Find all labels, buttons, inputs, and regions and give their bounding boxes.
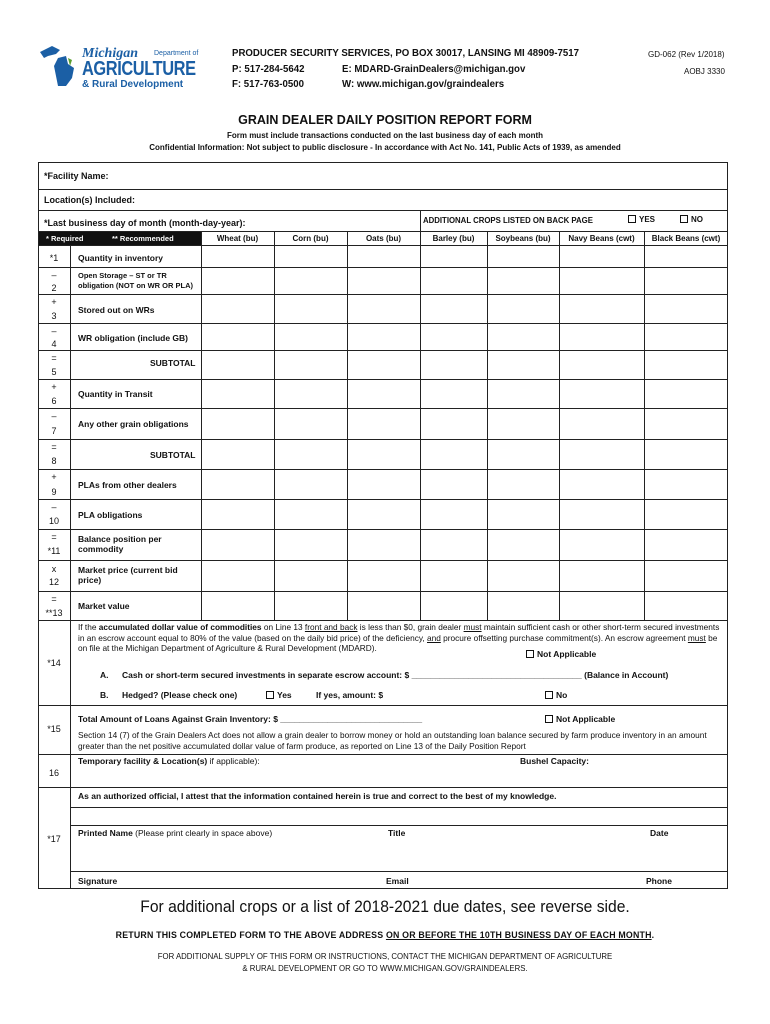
form-subtitle-2: Confidential Information: Not subject to public disclosure - In accordance with Act No. 141, Public Acts of 1939, as amended: [149, 143, 621, 152]
row-11-num: *11: [47, 546, 61, 556]
row-5-op: =: [51, 353, 57, 363]
last-day-field[interactable]: [260, 213, 410, 231]
row-16-num: 16: [48, 768, 59, 778]
row-8-num: 8: [51, 456, 57, 466]
row-17-num: *17: [47, 834, 61, 844]
row-17-attest: As an authorized official, I attest that the information contained herein is true and correct to the best of my knowledge.: [78, 791, 557, 801]
additional-no[interactable]: NO: [680, 215, 703, 224]
form-subtitle-1: Form must include transactions conducted on the last business day of each month: [226, 131, 544, 140]
facility-name-field[interactable]: [140, 166, 720, 186]
row-9-label: PLAs from other dealers: [78, 480, 177, 490]
header-address: PRODUCER SECURITY SERVICES, PO BOX 30017, LANSING MI 48909-7517: [232, 47, 579, 59]
col-wheat: Wheat (bu): [216, 234, 259, 243]
required-label: * Required: [46, 234, 84, 243]
row-15-num: *15: [47, 724, 61, 734]
footer-supply-1: FOR ADDITIONAL SUPPLY OF THIS FORM OR INSTRUCTIONS, CONTACT THE MICHIGAN DEPARTMENT OF AGRICULTURE: [157, 952, 613, 961]
additional-yes[interactable]: YES: [628, 215, 655, 224]
row-13-op: =: [51, 594, 57, 604]
row-15-section: Section 14 (7) of the Grain Dealers Act does not allow a grain dealer to borrow money or hold an outstanding loan balance secured by farm produce inventory in an amount greater than the net positive accumulated dollar value of farm produce, as reported on Line 13 of the Daily Position Report: [78, 730, 707, 751]
form-id: GD-062 (Rev 1/2018): [648, 50, 725, 59]
row-6-num: 6: [51, 396, 57, 406]
michigan-map-icon: [38, 44, 80, 90]
row-7-op: –: [51, 411, 57, 421]
footer-additional: For additional crops or a list of 2018-2021 due dates, see reverse side.: [140, 897, 630, 916]
hedged-no-checkbox[interactable]: [545, 691, 553, 699]
location-field[interactable]: [150, 191, 720, 209]
row-7-label: Any other grain obligations: [78, 419, 189, 429]
row-9-op: +: [51, 472, 57, 482]
col-corn: Corn (bu): [292, 234, 329, 243]
mdard-logo: [38, 44, 206, 92]
row-1-num: *1: [49, 253, 59, 263]
row-6-op: +: [51, 382, 57, 392]
footer-return: RETURN THIS COMPLETED FORM TO THE ABOVE ADDRESS ON OR BEFORE THE 10TH BUSINESS DAY OF EACH MONTH.: [115, 930, 655, 940]
row-15-loans[interactable]: Total Amount of Loans Against Grain Inventory: $ ______________________________: [78, 714, 423, 724]
phone-label: Phone: [646, 876, 672, 886]
row-14-a-text[interactable]: Cash or short-term secured investments in separate escrow account: $ ____________________________________ (Balance in Account): [122, 670, 669, 680]
printed-name-label: Printed Name (Please print clearly in space above): [78, 828, 273, 838]
row-12-label: Market price (current bid price): [78, 565, 178, 585]
signature-label: Signature: [78, 876, 118, 886]
row-8-label: SUBTOTAL: [150, 450, 196, 460]
logo-agriculture: AGRICULTURE: [82, 58, 196, 80]
aobj: AOBJ 3330: [684, 67, 725, 76]
row-14-b-yes[interactable]: Yes: [266, 690, 292, 700]
row-3-op: +: [51, 297, 57, 307]
row-14-na-checkbox[interactable]: [526, 650, 534, 658]
facility-name-label: *Facility Name:: [44, 171, 109, 181]
row-16-bushel: Bushel Capacity:: [520, 756, 589, 766]
row-14-not-applicable[interactable]: Not Applicable: [526, 649, 596, 659]
col-oats: Oats (bu): [365, 234, 402, 243]
row-15-na-checkbox[interactable]: [545, 715, 553, 723]
row-14-a-label: A.: [100, 670, 109, 680]
printed-name-field[interactable]: [75, 809, 715, 824]
row-8-op: =: [51, 442, 57, 452]
row-16-temp: Temporary facility & Location(s) if applicable):: [78, 756, 260, 766]
form-title: GRAIN DEALER DAILY POSITION REPORT FORM: [238, 113, 532, 127]
row-12-op: x: [51, 564, 57, 574]
email-label: Email: [386, 876, 409, 886]
row-12-num: 12: [48, 577, 59, 587]
header-email: E: MDARD-GrainDealers@michigan.gov: [342, 63, 526, 75]
row-14-b-no[interactable]: No: [545, 690, 567, 700]
row-2-label: Open Storage – ST or TR obligation (NOT on WR OR PLA): [78, 271, 193, 290]
header-web: W: www.michigan.gov/graindealers: [342, 78, 505, 90]
row-10-op: –: [51, 502, 57, 512]
col-navy-beans: Navy Beans (cwt): [568, 234, 635, 243]
header-fax: F: 517-763-0500: [232, 78, 304, 90]
col-barley: Barley (bu): [432, 234, 475, 243]
signature-field[interactable]: [75, 842, 715, 870]
row-3-label: Stored out on WRs: [78, 305, 155, 315]
header-phone: P: 517-284-5642: [232, 63, 305, 75]
row-14-num: *14: [47, 658, 61, 668]
row-11-op: =: [51, 532, 57, 542]
row-2-op: –: [51, 270, 57, 280]
title-label: Title: [388, 828, 406, 838]
date-label: Date: [650, 828, 669, 838]
row-7-num: 7: [51, 426, 57, 436]
row-9-num: 9: [51, 487, 57, 497]
row-1-label: Quantity in inventory: [78, 253, 164, 263]
row-4-op: –: [51, 326, 57, 336]
row-15-not-applicable[interactable]: Not Applicable: [545, 714, 615, 724]
col-soybeans: Soybeans (bu): [495, 234, 551, 243]
last-day-label: *Last business day of month (month-day-year):: [44, 218, 246, 228]
location-label: Location(s) Included:: [44, 195, 135, 205]
logo-rural: & Rural Development: [82, 79, 184, 90]
logo-department: Department of: [154, 50, 199, 57]
row-14-b-text: Hedged? (Please check one): [122, 690, 238, 700]
additional-crops-label: ADDITIONAL CROPS LISTED ON BACK PAGE: [423, 216, 593, 225]
row-3-num: 3: [51, 311, 57, 321]
row-2-num: 2: [51, 283, 57, 293]
no-checkbox[interactable]: [680, 215, 688, 223]
hedged-yes-checkbox[interactable]: [266, 691, 274, 699]
row-14-b-amount[interactable]: If yes, amount: $: [316, 690, 384, 700]
row-5-num: 5: [51, 367, 57, 377]
row-4-label: WR obligation (include GB): [78, 333, 189, 343]
row-13-label: Market value: [78, 601, 130, 611]
row-11-label: Balance position per commodity: [78, 534, 162, 554]
row-5-label: SUBTOTAL: [150, 358, 196, 368]
row-10-label: PLA obligations: [78, 510, 143, 520]
row-14-b-label: B.: [100, 690, 109, 700]
row-10-num: 10: [48, 516, 59, 526]
row-6-label: Quantity in Transit: [78, 389, 153, 399]
yes-checkbox[interactable]: [628, 215, 636, 223]
logo-michigan: Michigan: [82, 46, 139, 61]
row-4-num: 4: [51, 339, 57, 349]
footer-supply-2: & RURAL DEVELOPMENT OR GO TO WWW.MICHIGAN.GOV/GRAINDEALERS.: [242, 964, 528, 973]
col-black-beans: Black Beans (cwt): [651, 234, 721, 243]
row-14-paragraph: If the accumulated dollar value of commodities on Line 13 front and back is less than $0, grain dealer must maintain sufficient cash or other short-term secured investments in an escrow account equal to 80% of the value (based on the daily bid price) of the deficiency, and procure offsetting purchase commitment(s). An escrow agreement must be on file at the Michigan Department of Agriculture & Rural Development (MDARD).: [78, 622, 720, 653]
row-13-num: **13: [45, 608, 63, 618]
recommended-label: ** Recommended: [112, 234, 174, 243]
